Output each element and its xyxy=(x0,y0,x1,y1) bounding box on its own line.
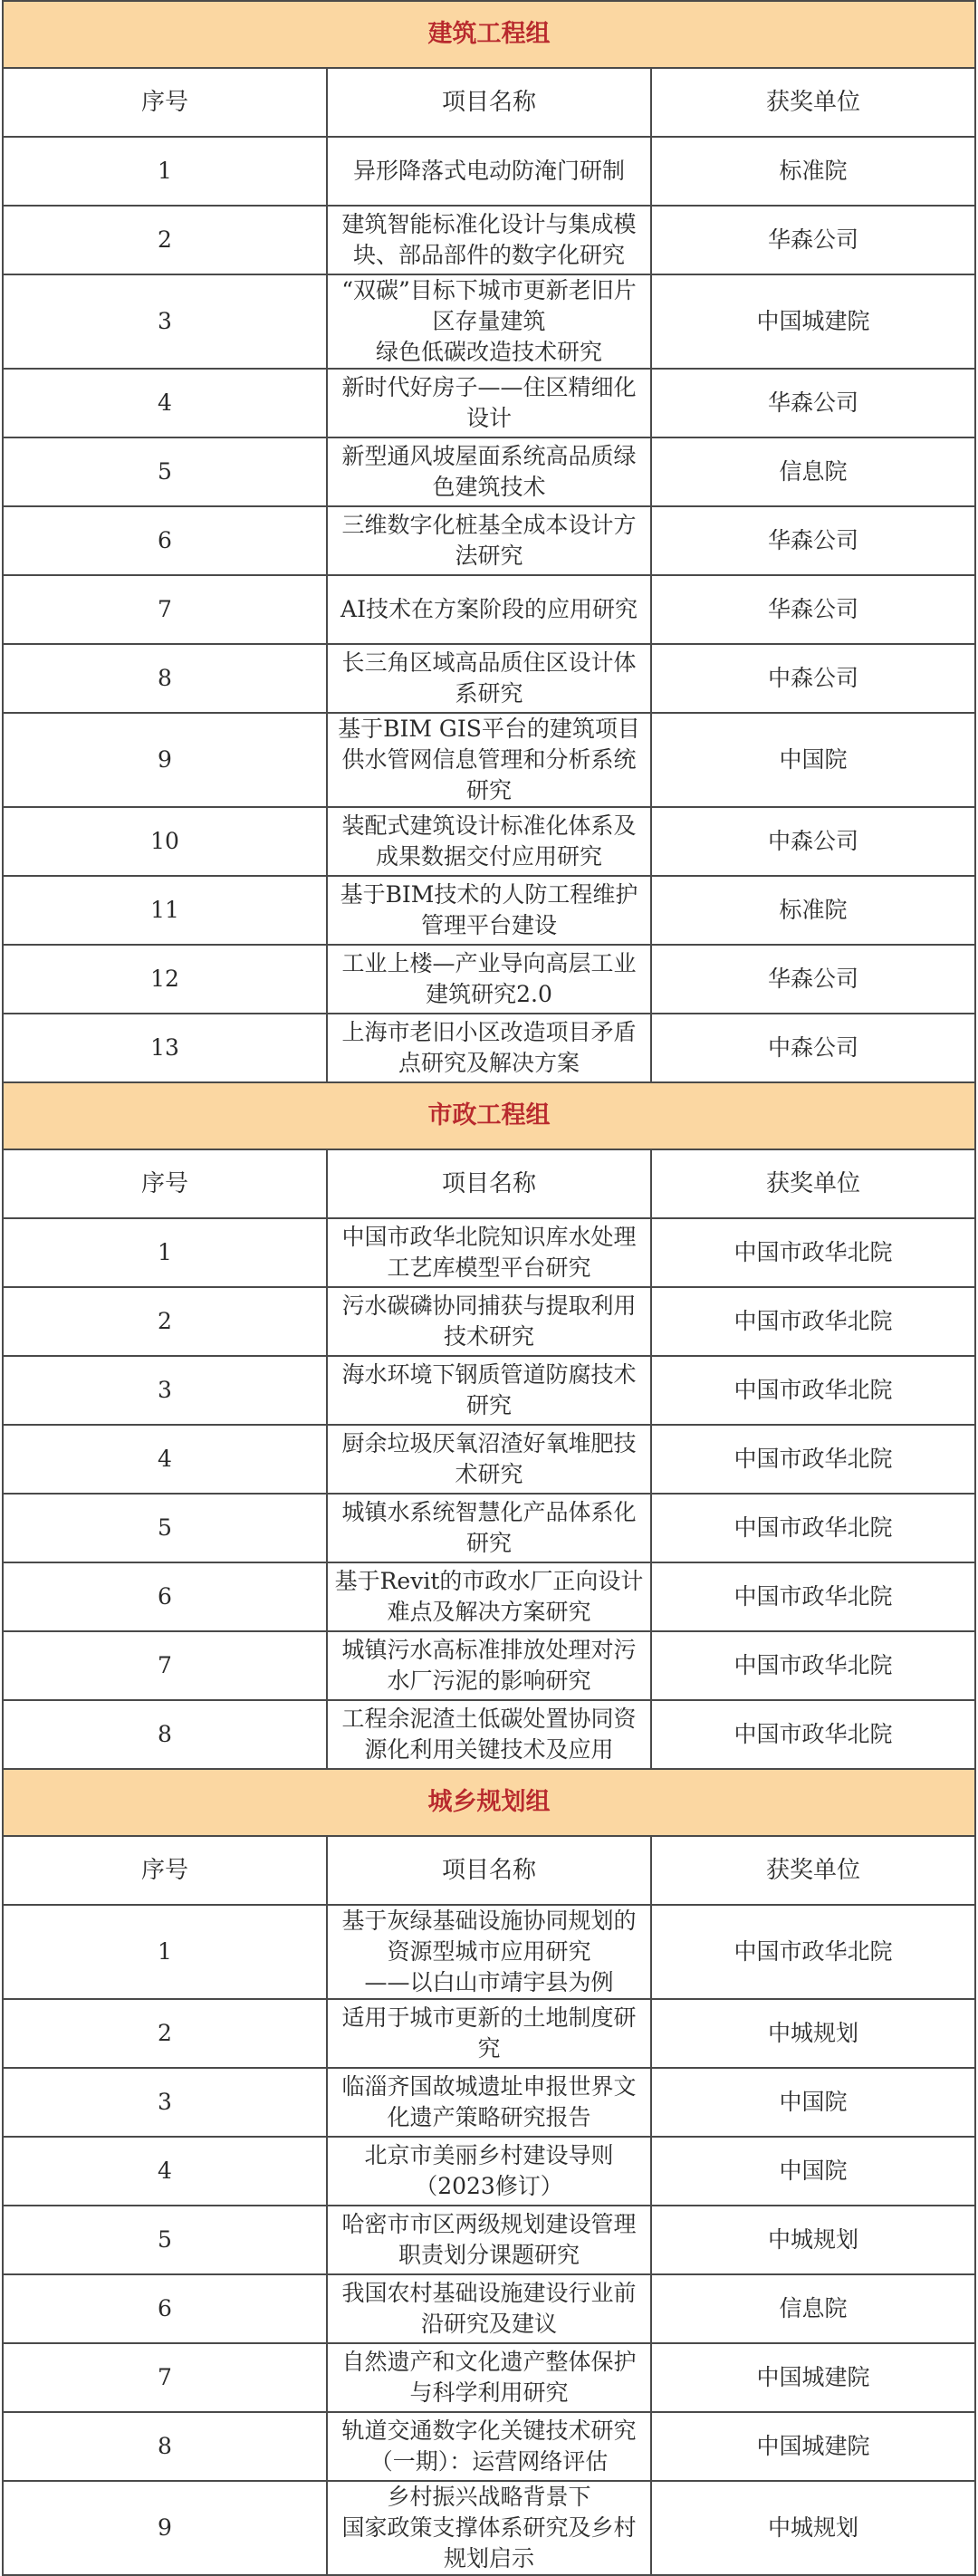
table-row xyxy=(3,1562,975,1631)
row-award-unit: 信息院 xyxy=(651,2274,975,2343)
row-award-unit: 中国市政华北院 xyxy=(651,1287,975,1356)
row-award-unit: 华森公司 xyxy=(651,575,975,644)
row-project-name xyxy=(327,876,651,945)
project-name-line: 适用于城市更新的土地制度研究 xyxy=(341,2004,637,2062)
table-row xyxy=(3,945,975,1014)
row-project-name xyxy=(327,1218,651,1287)
row-award-unit: 中国市政华北院 xyxy=(651,1356,975,1425)
row-project-name xyxy=(327,1494,651,1562)
table-row xyxy=(3,1494,975,1562)
row-project-name xyxy=(327,506,651,575)
table-row xyxy=(3,2481,975,2575)
row-award-unit: 中城规划 xyxy=(651,1999,975,2068)
table-row xyxy=(3,1356,975,1425)
table-row xyxy=(3,1287,975,1356)
project-name-line: 新时代好房子——住区精细化设计 xyxy=(341,374,637,431)
row-serial: 12 xyxy=(3,945,327,1014)
row-project-name xyxy=(327,2274,651,2343)
row-project-name xyxy=(327,1287,651,1356)
row-award-unit: 中国院 xyxy=(651,713,975,807)
project-name-line: 厨余垃圾厌氧沼渣好氧堆肥技术研究 xyxy=(341,1430,637,1487)
row-project-name xyxy=(327,644,651,713)
row-award-unit: 中国城建院 xyxy=(651,2412,975,2481)
row-award-unit: 华森公司 xyxy=(651,945,975,1014)
row-project-name xyxy=(327,206,651,274)
row-award-unit: 中森公司 xyxy=(651,807,975,876)
table-row xyxy=(3,1999,975,2068)
project-name-line: 基于灰绿基础设施协同规划的资源型城市应用研究 xyxy=(341,1908,637,1965)
row-project-name xyxy=(327,1700,651,1769)
project-name-line: 异形降落式电动防淹门研制 xyxy=(352,158,625,184)
row-award-unit: 中国院 xyxy=(651,2137,975,2206)
row-award-unit: 中国市政华北院 xyxy=(651,1562,975,1631)
row-serial: 2 xyxy=(3,206,327,274)
section-title-row xyxy=(3,1769,975,1836)
row-serial: 3 xyxy=(3,1356,327,1425)
project-name-line: 工程余泥渣土低碳处置协同资源化利用关键技术及应用 xyxy=(341,1706,637,1763)
row-serial: 8 xyxy=(3,644,327,713)
row-project-name xyxy=(327,1631,651,1700)
table-row xyxy=(3,644,975,713)
table-row xyxy=(3,876,975,945)
project-name-line: 基于BIM技术的人防工程维护管理平台建设 xyxy=(340,881,638,938)
row-project-name xyxy=(327,1356,651,1425)
row-award-unit: 信息院 xyxy=(651,437,975,506)
project-name-line: 城镇污水高标准排放处理对污水厂污泥的影响研究 xyxy=(341,1637,637,1694)
column-header-row xyxy=(3,68,975,137)
row-serial: 8 xyxy=(3,1700,327,1769)
header-project-name: 项目名称 xyxy=(327,1836,651,1905)
project-name-line: 三维数字化桩基全成本设计方法研究 xyxy=(341,512,637,569)
header-serial: 序号 xyxy=(3,1149,327,1218)
table-row xyxy=(3,713,975,807)
row-award-unit: 中国市政华北院 xyxy=(651,1905,975,1999)
table-row xyxy=(3,137,975,206)
table-row xyxy=(3,1905,975,1999)
column-header-row xyxy=(3,1149,975,1218)
table-row xyxy=(3,1218,975,1287)
project-name-line: 我国农村基础设施建设行业前沿研究及建议 xyxy=(341,2280,637,2337)
table-row xyxy=(3,1631,975,1700)
project-name-line: 长三角区域高品质住区设计体系研究 xyxy=(341,649,637,706)
table-row xyxy=(3,2068,975,2137)
project-name-line: “双碳”目标下城市更新老旧片区存量建筑 xyxy=(341,277,637,334)
row-award-unit: 中国院 xyxy=(651,2068,975,2137)
header-project-name: 项目名称 xyxy=(327,1149,651,1218)
project-name-line: 工业上楼—产业导向高层工业建筑研究2.0 xyxy=(341,950,637,1007)
row-project-name xyxy=(327,437,651,506)
table-row xyxy=(3,1425,975,1494)
section-title: 城乡规划组 xyxy=(3,1769,975,1836)
row-serial: 7 xyxy=(3,575,327,644)
row-award-unit: 华森公司 xyxy=(651,206,975,274)
row-award-unit: 中国市政华北院 xyxy=(651,1631,975,1700)
project-name-line: 建筑智能标准化设计与集成模块、部品部件的数字化研究 xyxy=(341,211,637,268)
table-row xyxy=(3,437,975,506)
header-award-unit: 获奖单位 xyxy=(651,68,975,137)
project-name-line: ——以白山市靖宇县为例 xyxy=(364,1969,614,1995)
row-project-name xyxy=(327,2343,651,2412)
row-serial: 5 xyxy=(3,2206,327,2274)
row-serial: 5 xyxy=(3,1494,327,1562)
project-name-line: 北京市美丽乡村建设导则（2023修订） xyxy=(364,2142,614,2199)
header-award-unit: 获奖单位 xyxy=(651,1149,975,1218)
row-project-name xyxy=(327,1562,651,1631)
row-project-name xyxy=(327,274,651,369)
row-project-name xyxy=(327,713,651,807)
row-award-unit: 中国市政华北院 xyxy=(651,1700,975,1769)
row-award-unit: 中国市政华北院 xyxy=(651,1494,975,1562)
table-row xyxy=(3,2343,975,2412)
project-name-line: 绿色低碳改造技术研究 xyxy=(375,339,602,365)
row-project-name xyxy=(327,575,651,644)
row-serial: 1 xyxy=(3,1218,327,1287)
section-title: 市政工程组 xyxy=(3,1082,975,1149)
row-serial: 9 xyxy=(3,713,327,807)
project-name-line: AI技术在方案阶段的应用研究 xyxy=(340,596,638,622)
award-table xyxy=(2,0,976,2576)
row-project-name xyxy=(327,1014,651,1082)
row-serial: 3 xyxy=(3,2068,327,2137)
project-name-line: 国家政策支撑体系研究及乡村规划启示 xyxy=(341,2514,637,2571)
section-title-row xyxy=(3,1082,975,1149)
row-award-unit: 中国市政华北院 xyxy=(651,1425,975,1494)
header-serial: 序号 xyxy=(3,68,327,137)
column-header-row xyxy=(3,1836,975,1905)
row-award-unit: 华森公司 xyxy=(651,369,975,437)
project-name-line: 装配式建筑设计标准化体系及成果数据交付应用研究 xyxy=(341,812,637,870)
row-serial: 4 xyxy=(3,1425,327,1494)
row-serial: 9 xyxy=(3,2481,327,2575)
row-project-name xyxy=(327,2137,651,2206)
row-serial: 7 xyxy=(3,2343,327,2412)
table-row xyxy=(3,1014,975,1082)
table-row xyxy=(3,2206,975,2274)
award-list-document xyxy=(2,0,976,2576)
project-name-line: 上海市老旧小区改造项目矛盾点研究及解决方案 xyxy=(341,1019,637,1076)
row-serial: 3 xyxy=(3,274,327,369)
header-award-unit: 获奖单位 xyxy=(651,1836,975,1905)
row-serial: 1 xyxy=(3,137,327,206)
table-row xyxy=(3,2412,975,2481)
table-row xyxy=(3,274,975,369)
table-row xyxy=(3,807,975,876)
row-project-name xyxy=(327,2206,651,2274)
row-award-unit: 中森公司 xyxy=(651,1014,975,1082)
table-row xyxy=(3,1700,975,1769)
project-name-line: 轨道交通数字化关键技术研究（一期）：运营网络评估 xyxy=(341,2417,637,2475)
header-serial: 序号 xyxy=(3,1836,327,1905)
row-award-unit: 中国城建院 xyxy=(651,274,975,369)
row-serial: 13 xyxy=(3,1014,327,1082)
award-table-body xyxy=(3,1,975,2575)
row-project-name xyxy=(327,1425,651,1494)
row-project-name xyxy=(327,2068,651,2137)
header-project-name: 项目名称 xyxy=(327,68,651,137)
project-name-line: 临淄齐国故城遗址申报世界文化遗产策略研究报告 xyxy=(341,2073,637,2130)
row-project-name xyxy=(327,1999,651,2068)
row-project-name xyxy=(327,945,651,1014)
row-award-unit: 中城规划 xyxy=(651,2206,975,2274)
row-serial: 4 xyxy=(3,369,327,437)
section-title: 建筑工程组 xyxy=(3,1,975,68)
row-serial: 1 xyxy=(3,1905,327,1999)
row-award-unit: 标准院 xyxy=(651,137,975,206)
table-row xyxy=(3,369,975,437)
project-name-line: 自然遗产和文化遗产整体保护与科学利用研究 xyxy=(341,2349,637,2406)
row-project-name xyxy=(327,807,651,876)
row-award-unit: 中森公司 xyxy=(651,644,975,713)
section-title-row xyxy=(3,1,975,68)
row-project-name xyxy=(327,137,651,206)
project-name-line: 基于Revit的市政水厂正向设计难点及解决方案研究 xyxy=(334,1568,644,1625)
table-row xyxy=(3,206,975,274)
project-name-line: 基于BIM GIS平台的建筑项目 xyxy=(338,716,640,742)
row-project-name xyxy=(327,1905,651,1999)
row-serial: 5 xyxy=(3,437,327,506)
row-serial: 6 xyxy=(3,1562,327,1631)
row-serial: 11 xyxy=(3,876,327,945)
table-row xyxy=(3,575,975,644)
row-serial: 6 xyxy=(3,506,327,575)
project-name-line: 哈密市市区两级规划建设管理职责划分课题研究 xyxy=(341,2211,637,2268)
project-name-line: 海水环境下钢质管道防腐技术研究 xyxy=(341,1361,637,1418)
table-row xyxy=(3,2137,975,2206)
row-serial: 2 xyxy=(3,1287,327,1356)
row-serial: 10 xyxy=(3,807,327,876)
row-serial: 8 xyxy=(3,2412,327,2481)
row-award-unit: 中国市政华北院 xyxy=(651,1218,975,1287)
row-project-name xyxy=(327,2412,651,2481)
row-project-name xyxy=(327,2481,651,2575)
table-row xyxy=(3,506,975,575)
project-name-line: 城镇水系统智慧化产品体系化研究 xyxy=(341,1499,637,1556)
row-serial: 6 xyxy=(3,2274,327,2343)
project-name-line: 中国市政华北院知识库水处理工艺库模型平台研究 xyxy=(341,1224,637,1281)
row-serial: 2 xyxy=(3,1999,327,2068)
row-award-unit: 中国城建院 xyxy=(651,2343,975,2412)
project-name-line: 新型通风坡屋面系统高品质绿色建筑技术 xyxy=(341,443,637,500)
table-row xyxy=(3,2274,975,2343)
row-project-name xyxy=(327,369,651,437)
project-name-line: 污水碳磷协同捕获与提取利用技术研究 xyxy=(341,1293,637,1350)
row-serial: 7 xyxy=(3,1631,327,1700)
row-award-unit: 华森公司 xyxy=(651,506,975,575)
row-award-unit: 中城规划 xyxy=(651,2481,975,2575)
row-award-unit: 标准院 xyxy=(651,876,975,945)
project-name-line: 供水管网信息管理和分析系统研究 xyxy=(341,746,637,803)
row-serial: 4 xyxy=(3,2137,327,2206)
project-name-line: 乡村振兴战略背景下 xyxy=(387,2484,591,2510)
